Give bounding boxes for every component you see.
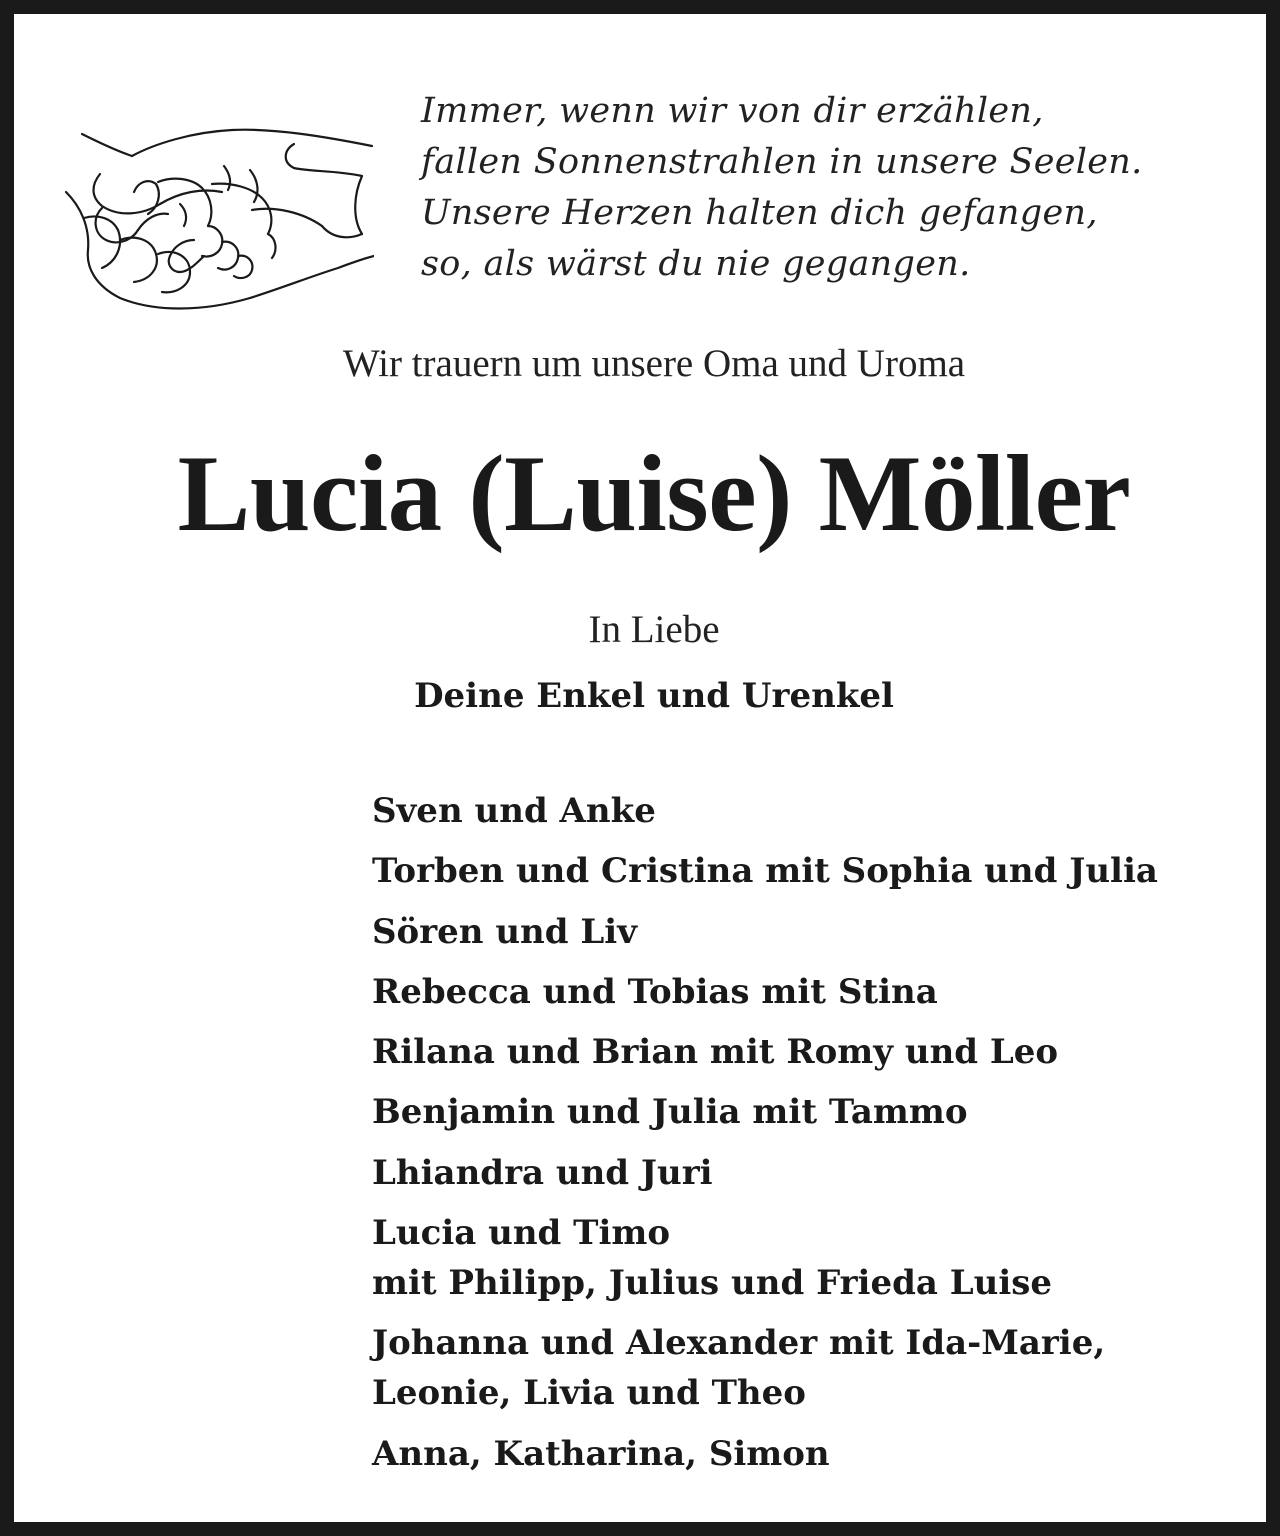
family-entry: [372, 967, 1158, 1017]
family-entry: [372, 1208, 1158, 1308]
family-entry: [372, 907, 1158, 957]
poem-line: Immer, wenn wir von dir erzählen,: [421, 91, 1044, 131]
poem-line: fallen Sonnenstrahlen in unsere Seelen.: [421, 142, 1143, 182]
signature-heading: Deine Enkel und Urenkel: [414, 676, 894, 716]
family-line: Torben und Cristina mit Sophia und Julia: [372, 851, 1158, 892]
family-entry: [372, 1148, 1158, 1198]
poem-line: Unsere Herzen halten dich gefangen,: [421, 193, 1098, 233]
holding-hands-icon: [62, 122, 374, 312]
poem-line: so, als wärst du nie gegangen.: [421, 244, 971, 284]
family-line-continued: mit Philipp, Julius und Frieda Luise: [372, 1263, 1053, 1304]
family-list: [372, 786, 1158, 1489]
family-line: Lhiandra und Juri: [372, 1152, 713, 1193]
family-entry: [372, 1318, 1158, 1418]
family-line: Benjamin und Julia mit Tammo: [372, 1092, 968, 1133]
family-line: Anna, Katharina, Simon: [372, 1433, 830, 1474]
family-entry: [372, 1429, 1158, 1479]
family-line: Rebecca und Tobias mit Stina: [372, 971, 938, 1012]
family-line: Lucia und Timo: [372, 1213, 671, 1254]
deceased-name: Lucia (Luise) Möller: [177, 433, 1131, 554]
family-line: Rilana und Brian mit Romy und Leo: [372, 1032, 1059, 1073]
family-line-continued: Leonie, Livia und Theo: [372, 1373, 806, 1414]
family-line: Sören und Liv: [372, 911, 637, 952]
family-entry: [372, 846, 1158, 896]
family-line: Johanna und Alexander mit Ida-Marie,: [372, 1323, 1106, 1364]
closing-phrase: In Liebe: [588, 608, 720, 651]
family-line: Sven und Anke: [372, 791, 656, 831]
family-entry: [372, 786, 1158, 836]
family-entry: [372, 1087, 1158, 1137]
memorial-poem: [421, 86, 1143, 290]
family-entry: [372, 1027, 1158, 1077]
mourning-intro: Wir trauern um unsere Oma und Uroma: [342, 342, 966, 385]
